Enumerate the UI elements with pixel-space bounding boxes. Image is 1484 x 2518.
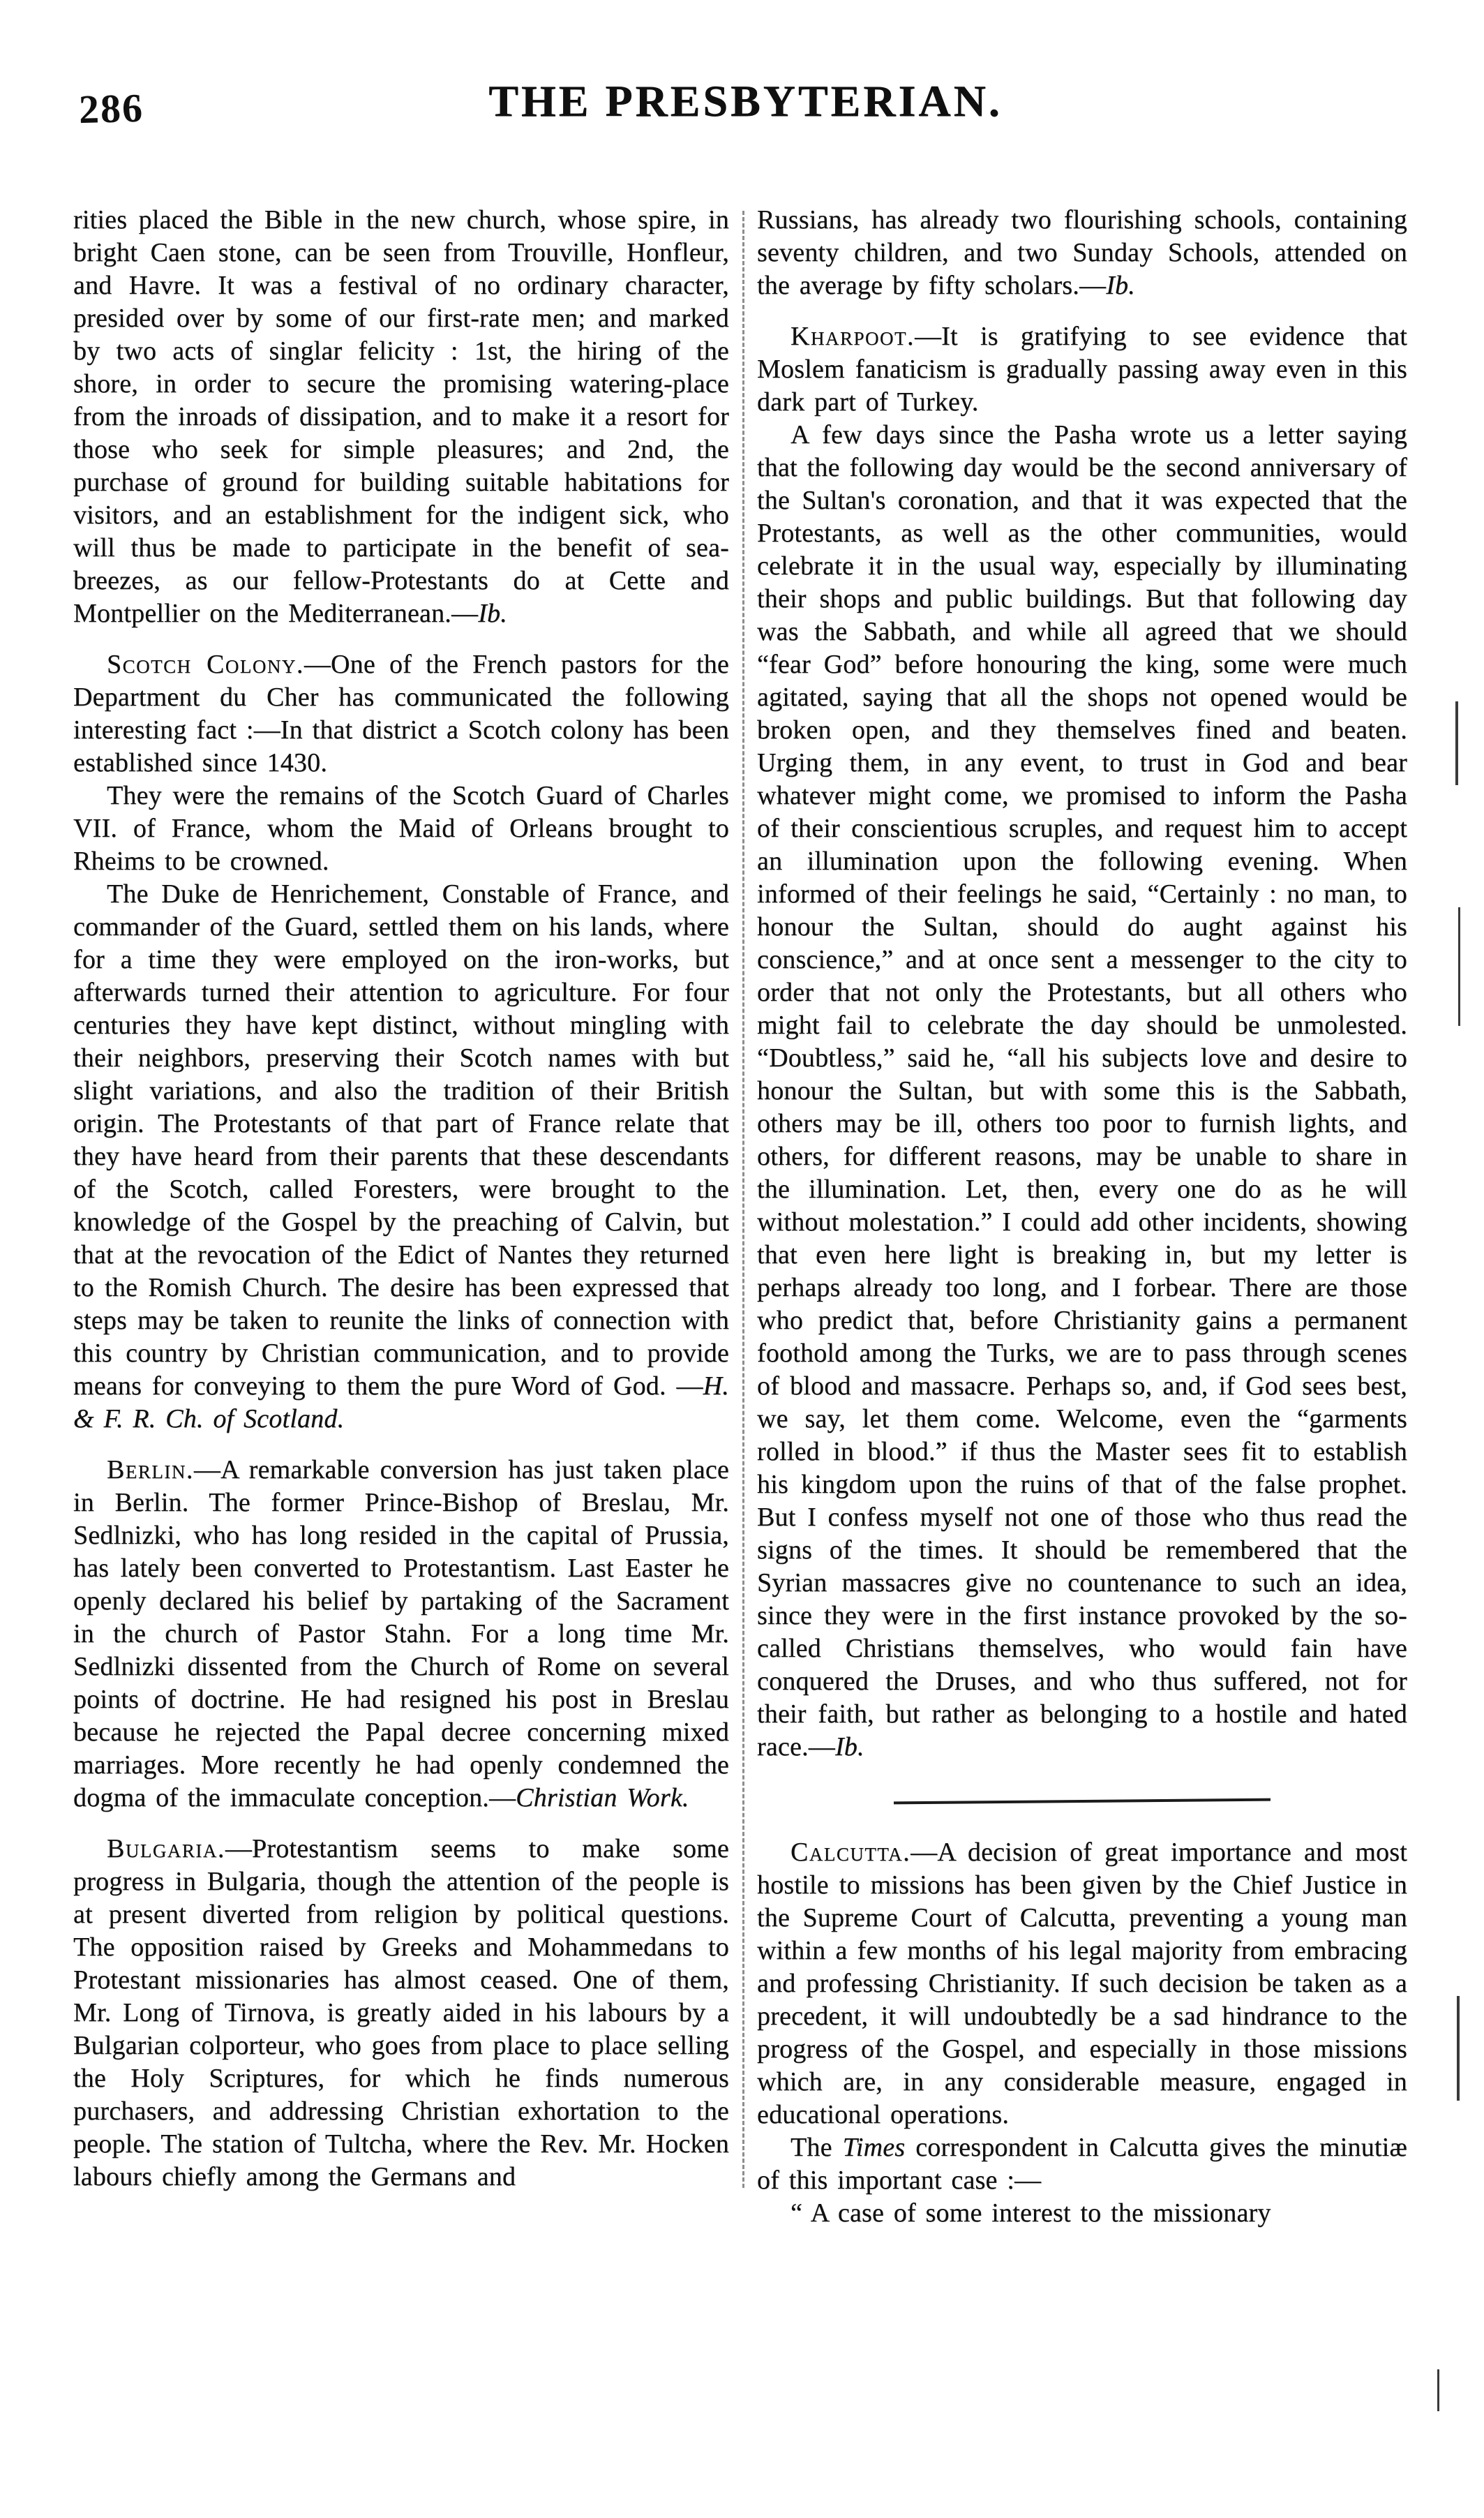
text-segment: Ib. — [478, 599, 507, 628]
dateline-lead: Scotch Colony. — [107, 650, 304, 679]
text-segment: Christian Work. — [516, 1783, 689, 1812]
text-segment: H. & F. R. Ch. of Scotland. — [73, 1371, 729, 1433]
dateline-lead: Kharpoot. — [790, 322, 915, 351]
paragraph — [757, 320, 1407, 419]
text-segment: rities placed the Bible in the new church, whose spire, in bright Caen stone, can be seen from Trouville, Honfleur, and Havre. It was a festival of no ordinary character, presided over by some of our first-rate men; and marked by two acts of singlar felicity : 1st, the hiring of the shore, in order to secure the promising watering-place from the inroads of dissipation, and to make it a resort for those who seek for simple pleasures; and 2nd, the purchase of ground for building suitable habitations for visitors, and an establishment for the indigent sick, who will thus be made to participate in the benefit of sea-breezes, as our fellow-Protestants do at Cette and Montpellier on the Mediterranean.— — [73, 205, 729, 628]
text-segment: —Protestantism seems to make some progress in Bulgaria, though the attention of the people is at present diverted from religion by political questions. The opposition raised by Greeks and Mohammedans to Protestant missionaries has almost ceased. One of them, Mr. Long of Tirnova, is greatly aided in his labours by a Bulgarian colporteur, who goes from place to place selling the Holy Scriptures, for which he finds numerous purchasers, and addressing Christian exhortation to the people. The station of Tultcha, where the Rev. Mr. Hocken labours chiefly among the Germans and — [73, 1834, 729, 2191]
text-segment: —A decision of great importance and most hostile to missions has been given by the Chief Justice in the Supreme Court of Calcutta, preventing a young man within a few months of his legal majority from embracing and professing Christianity. If such decision be taken as a precedent, it will undoubtedly be a sad hindrance to the progress of the Gospel, and especially in those missions which are, in any considerable measure, engaged in educational operations. — [757, 1838, 1407, 2129]
paragraph — [757, 204, 1407, 302]
paragraph — [73, 204, 729, 630]
dateline-lead: Berlin. — [107, 1455, 194, 1484]
paragraph — [757, 1836, 1407, 2131]
scan-artifact-mark — [1437, 2369, 1439, 2411]
dateline-lead: Bulgaria. — [107, 1834, 225, 1863]
text-segment: The — [790, 2133, 843, 2162]
paragraph — [757, 419, 1407, 1764]
text-segment: correspondent in Calcutta gives the minutiæ of this important case :— — [757, 2133, 1407, 2195]
text-segment: “ A case of some interest to the missionary — [790, 2198, 1271, 2228]
scan-artifact-mark — [1458, 907, 1460, 1026]
paragraph — [73, 1833, 729, 2193]
right-column — [757, 204, 1407, 2230]
paragraph — [73, 780, 729, 878]
paragraph — [73, 1454, 729, 1815]
scan-artifact-mark — [1457, 1996, 1460, 2101]
text-segment: —It is gratifying to see evidence that Moslem fanaticism is gradually passing away even in this dark part of Turkey. — [757, 322, 1407, 417]
paragraph — [757, 2197, 1407, 2230]
text-segment: Russians, has already two flourishing schools, containing seventy children, and two Sunday Schools, attended on the average by fifty scholars.— — [757, 205, 1407, 300]
scan-artifact-mark — [1455, 701, 1458, 785]
text-segment: A few days since the Pasha wrote us a letter saying that the following day would be the second anniversary of the Sultan's coronation, and that it was expected that the Protestants, as well as the other communities, would celebrate it in the usual way, especially by illuminating their shops and public buildings. But that following day was the Sabbath, and while all agreed that we should “fear God” before honouring the king, some were much agitated, saying that all the shops not opened would be broken open, and they themselves fined and beaten. Urging them, in any event, to trust in God and bear whatever might come, we promised to inform the Pasha of their conscientious scruples, and request him to accept an illumination upon the following evening. When informed of their feelings he said, “Certainly : no man, to honour the Sultan, should do aught against his conscience,” and at once sent a messenger to the city to order that not only the Protestants, but all others who might fail to celebrate the day should be unmolested. “Doubtless,” said he, “all his subjects love and desire to honour the Sultan, but with some this is the Sabbath, others may be ill, others too poor to furnish lights, and others, for different reasons, may be unable to share in the illumination. Let, then, every one do as he will without molestation.” I could add other incidents, showing that even here light is breaking in, but my letter is perhaps already too long, and I forbear. There are those who predict that, before Christianity gains a permanent foothold among the Turks, we are to pass through scenes of blood and massacre. Perhaps so, and, if God sees best, we say, let them come. Welcome, even the “garments rolled in blood.” if thus the Master sees fit to establish his kingdom upon the ruins of that of the false prophet. But I confess myself not one of those who thus read the signs of the times. It should be remembered that the Syrian massacres give no countenance to such an idea, since they were in the first instance provoked by the so-called Christians themselves, who would fain have conquered the Druses, and who thus suffered, not for their faith, but rather as belonging to a hostile and hated race.— — [757, 420, 1407, 1761]
masthead — [73, 75, 1418, 159]
text-segment: Ib. — [834, 1732, 864, 1761]
text-segment: Times — [842, 2133, 906, 2162]
article-columns — [73, 204, 1407, 2230]
journal-title: THE PRESBYTERIAN. — [488, 76, 1003, 126]
dateline-lead: Calcutta. — [790, 1838, 911, 1867]
text-segment: —One of the French pastors for the Department du Cher has communicated the following interesting fact :—In that district a Scotch colony has been established since 1430. — [73, 650, 729, 777]
column-divider-rule — [742, 211, 744, 2188]
section-divider-rule — [894, 1798, 1271, 1805]
paragraph — [757, 2131, 1407, 2197]
text-segment: They were the remains of the Scotch Guard of Charles VII. of France, whom the Maid of Orleans brought to Rheims to be crowned. — [73, 781, 729, 876]
text-segment: —A remarkable conversion has just taken place in Berlin. The former Prince-Bishop of Breslau, Mr. Sedlnizki, who has long resided in the capital of Prussia, has lately been converted to Protestantism. Last Easter he openly declared his belief by partaking of the Sacrament in the church of Pastor Stahn. For a long time Mr. Sedlnizki dissented from the Church of Rome on several points of doctrine. He had resigned his post in Breslau because he rejected the Papal decree concerning mixed marriages. More recently he had openly condemned the dogma of the immaculate conception.— — [73, 1455, 729, 1812]
paragraph — [73, 648, 729, 780]
left-column — [73, 204, 729, 2230]
text-segment: Ib. — [1106, 271, 1135, 300]
text-segment: The Duke de Henrichement, Constable of France, and commander of the Guard, settled them on his lands, where for a time they were employed on the iron-works, but afterwards turned their attention to agriculture. For four centuries they have kept distinct, without mingling with their neighbors, preserving their Scotch names with but slight variations, and also the tradition of their British origin. The Protestants of that part of France relate that they have heard from their parents that these descendants of the Scotch, called Foresters, were brought to the knowledge of the Gospel by the preaching of Calvin, but that at the revocation of the Edict of Nantes they returned to the Romish Church. The desire has been expressed that steps may be taken to reunite the links of connection with this country by Christian communication, and to provide means for conveying to them the pure Word of God. — — [73, 879, 729, 1401]
paragraph — [73, 878, 729, 1436]
page-number: 286 — [78, 84, 144, 133]
